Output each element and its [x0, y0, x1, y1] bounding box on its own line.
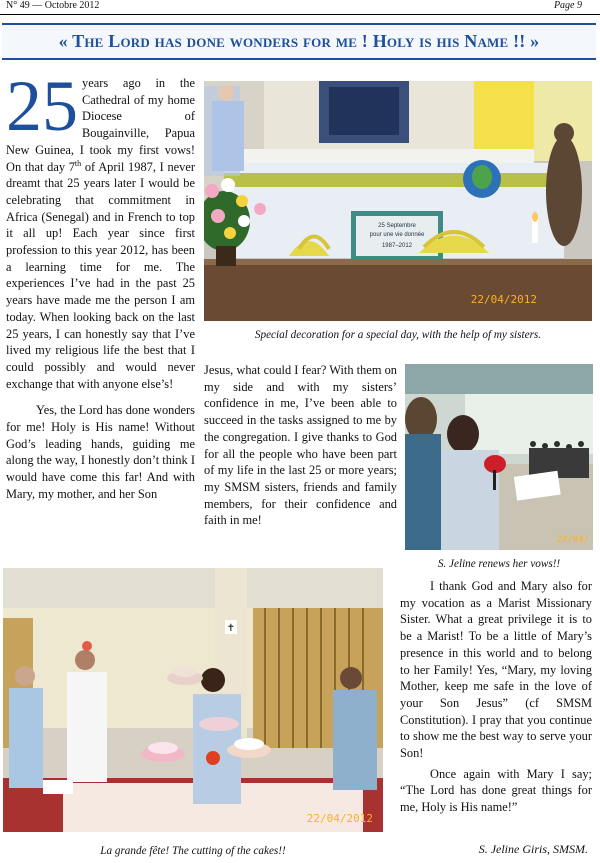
issue-label: N° 49 — Octobre 2012: [6, 0, 100, 11]
signature: S. Jeline Giris, SMSM.: [478, 842, 588, 856]
cakes-caption: La grande fête! The cutting of the cakes!!: [100, 845, 286, 857]
cakes-photo: [3, 568, 383, 832]
vows-photo: [405, 364, 593, 550]
card-line-1: 25 Septembre: [378, 223, 416, 229]
column-1-text: [6, 66, 195, 503]
intro-paragraph: 25 years ago in the Cathedral of my home Diocese of Bougainville, Papua New Guinea, I took my first vows! On that day 7th of April 1987, I never dreamt that 25 years later I would be celebrating that commitment in Africa (Senegal) and in French to top it all up! Each year since first profession to this year 2012, has been a learning time for me. The experiences I’ve had in the past 25 years have made me the person I am today. When looking back on the last 25 years, I can honestly say that I’ve lived my religious life the best that I could possibly and would never exchange that with anyone else’s!: [6, 66, 195, 391]
drop-cap: 25: [6, 66, 78, 146]
title-banner: [2, 23, 596, 60]
column-2-text: [204, 362, 397, 529]
cakes-date-stamp: 22/04/2012: [306, 812, 373, 825]
page-header: [0, 0, 600, 15]
paragraph-5: Once again with Mary I say; “The Lord has done great things for me, Holy is His name!”: [400, 766, 592, 815]
svg-text:✝: ✝: [226, 623, 236, 634]
altar-caption: Special decoration for a special day, with the help of my sisters.: [254, 329, 542, 341]
page-number: Page 9: [553, 0, 582, 11]
vows-date-stamp: 22/04/: [556, 535, 589, 545]
article-title: « The Lord has done wonders for me ! Holy is his Name !! »: [58, 31, 540, 51]
paragraph-3: Jesus, what could I fear? With them on my side and with my sisters’ confidence in me, I’ve been able to succeed in the tasks assigned to me by the congregation. I give thanks to God for all the people who have been part of my life in the last 25 or more years; my SMSM sisters, friends and family members, for their confidence and faith in me!: [204, 363, 397, 528]
card-line-3: 1987–2012: [381, 243, 413, 249]
altar-photo: [204, 81, 592, 321]
vows-caption: S. Jeline renews her vows!!: [437, 558, 561, 570]
paragraph-2: Yes, the Lord has done wonders for me! Holy is His name! Without God’s leading hands, guiding me along the way, I honestly don’t think I would have come this far! And with Mary, my mother, and her Son: [6, 403, 195, 501]
altar-date-stamp: 22/04/2012: [470, 293, 537, 306]
column-3-text: [400, 578, 592, 816]
paragraph-4: I thank God and Mary also for my vocation as a Marist Missionary Sister. What a great privilege it is to be a Marist! To be a little of Mary’s presence in this world and to belong to her Family! Yes, “Mary, my loving Mother, keep me safe in the love of your Son Jesus” (cf SMSM Constitution). I pray that you continue to show me the best way to serve your Son!: [400, 579, 592, 761]
card-line-2: pour une vie donnée: [369, 232, 425, 238]
